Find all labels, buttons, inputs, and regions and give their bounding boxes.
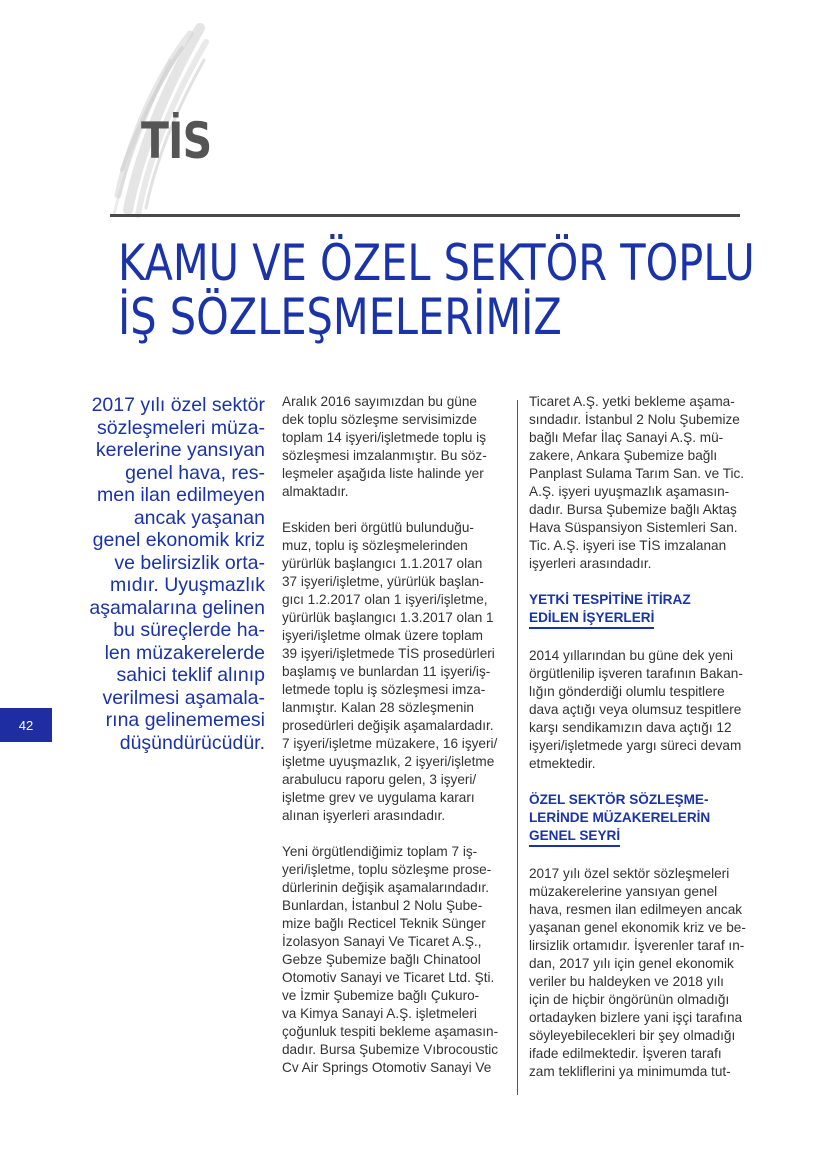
paragraph <box>529 393 754 573</box>
text-line: sözleşmesi imzalanmıştır. Bu söz- <box>282 448 487 463</box>
text-line: va Kimya Sanayi A.Ş. işletmeleri <box>282 1006 477 1021</box>
pull-quote-line: len müzakerelerde <box>104 641 265 664</box>
text-line: lanmıştır. Kalan 28 sözleşmenin <box>282 700 474 715</box>
text-line: 2014 yıllarından bu güne dek yeni <box>529 648 734 663</box>
text-line: yaşanan genel ekonomik kriz ve be- <box>529 920 746 935</box>
heading-line: ÖZEL SEKTÖR SÖZLEŞME- <box>529 792 709 807</box>
pull-quote-line: bu süreçlerde ha- <box>113 619 265 641</box>
text-line: işletme grev ve uygulama kararı <box>282 790 475 805</box>
pull-quote-line: sahici teklif alınıp <box>116 664 265 686</box>
pull-quote-line: mıdır. Uyuşmazlık <box>110 574 265 596</box>
text-line: hava, resmen ilan edilmeyen ancak <box>529 902 743 917</box>
heading-line: EDİLEN İŞYERLERİ <box>529 609 654 629</box>
text-line: veriler bu haldeyken ve 2018 yılı <box>529 974 724 989</box>
text-line: işyeri/işletmede yargı süreci devam <box>529 738 742 753</box>
text-line: işyeri/işletme olmak üzere toplam <box>282 628 483 643</box>
heading-line: LERİNDE MÜZAKERELERİN <box>529 810 711 825</box>
text-line: dek toplu sözleşme servisimizde <box>282 412 477 427</box>
text-line: 2017 yılı özel sektör sözleşmeleri <box>529 866 730 881</box>
pull-quote <box>75 394 265 754</box>
text-line: başlamış ve bunlardan 11 işyeri/iş- <box>282 664 491 679</box>
text-line: toplam 14 işyeri/işletmede toplu iş <box>282 430 486 445</box>
text-line: Yeni örgütlendiğimiz toplam 7 iş- <box>282 844 478 859</box>
paragraph <box>529 865 754 1081</box>
text-line: Aralık 2016 sayımızdan bu güne <box>282 394 477 409</box>
text-line: prosedürleri değişik aşamalardadır. <box>282 718 494 733</box>
text-line: Eskiden beri örgütlü bulunduğu- <box>282 520 474 535</box>
pull-quote-line: düşündürücüdür. <box>119 731 265 754</box>
section-heading <box>529 591 754 629</box>
title-line: İŞ SÖZLEŞMELERİMİZ <box>118 288 562 346</box>
pull-quote-line: verilmesi aşamala- <box>102 686 265 709</box>
pull-quote-line: genel hava, res- <box>125 461 265 484</box>
text-line: ifade edilmektedir. İşveren tarafı <box>529 1046 722 1061</box>
text-line: mize bağlı Recticel Teknik Sünger <box>282 916 486 931</box>
pull-quote-line: aşamalarına gelinen <box>89 596 265 619</box>
section-heading <box>529 791 754 847</box>
text-line: Hava Süspansiyon Sistemleri San. <box>529 520 738 535</box>
text-line: dadır. Bursa Şubemize Vıbrocoustic <box>282 1042 499 1057</box>
pull-quote-line: men ilan edilmeyen <box>96 484 265 506</box>
text-line: etmektedir. <box>529 756 596 771</box>
text-line: zam tekliflerini ya minimumda tut- <box>529 1064 731 1079</box>
text-line: Tic. A.Ş. işyeri ise TİS imzalanan <box>529 538 727 553</box>
text-line: söyleyebilecekleri bir şey olmadığı <box>529 1028 736 1043</box>
pull-quote-line: sözleşmeleri müza- <box>97 416 265 439</box>
text-line: İzolasyon Sanayi Ve Ticaret A.Ş., <box>282 934 482 949</box>
text-line: için de hiçbir öngörünün olmadığı <box>529 992 730 1007</box>
text-line: zakere, Ankara Şubemize bağlı <box>529 448 718 463</box>
text-line: dadır. Bursa Şubemize bağlı Aktaş <box>529 502 737 517</box>
text-line: dürlerinin değişik aşamalarındadır. <box>282 880 490 895</box>
text-line: letmede toplu iş sözleşmesi imza- <box>282 682 486 697</box>
text-line: Panplast Sulama Tarım San. ve Tic. <box>529 466 745 481</box>
paragraph <box>282 393 510 501</box>
pull-quote-line: rına gelinememesi <box>105 709 265 731</box>
text-line: karşı sendikamızın dava açtığı 12 <box>529 720 732 735</box>
text-line: 37 işyeri/işletme, yürürlük başlan- <box>282 574 484 589</box>
text-line: Ticaret A.Ş. yetki bekleme aşama- <box>529 394 735 409</box>
pull-quote-line: kerelerine yansıyan <box>95 439 265 461</box>
title-line: KAMU VE ÖZEL SEKTÖR TOPLU <box>118 234 755 292</box>
text-line: dan, 2017 yılı için genel ekonomik <box>529 956 734 971</box>
text-line: ve İzmir Şubemize bağlı Çukuro- <box>282 988 480 1003</box>
pull-quote-line: ve belirsizlik orta- <box>114 551 265 574</box>
column-divider <box>517 400 518 1095</box>
text-line: sındadır. İstanbul 2 Nolu Şubemize <box>529 412 740 427</box>
text-line: yürürlük başlangıcı 1.1.2017 olan <box>282 556 483 571</box>
text-line: muz, toplu iş sözleşmelerinden <box>282 538 468 553</box>
text-line: yeri/işletme, toplu sözleşme prose- <box>282 862 492 877</box>
text-line: gıcı 1.2.2017 olan 1 işyeri/işletme, <box>282 592 488 607</box>
paragraph <box>529 647 754 773</box>
text-column-left <box>282 393 510 1095</box>
text-line: bağlı Mefar İlaç Sanayi A.Ş. mü- <box>529 430 724 445</box>
paragraph <box>282 519 510 825</box>
text-line: ortadayken bizlere yani işçi tarafına <box>529 1010 743 1025</box>
text-line: leşmeler aşağıda liste halinde yer <box>282 466 484 481</box>
section-tag: TİS <box>141 112 212 170</box>
text-line: 39 işyeri/işletmede TİS prosedürleri <box>282 646 495 661</box>
text-line: A.Ş. işyeri uyuşmazlık aşamasın- <box>529 484 730 499</box>
header-rule <box>110 214 740 217</box>
text-line: çoğunluk tespiti bekleme aşamasın- <box>282 1024 499 1039</box>
text-line: Cv Air Springs Otomotiv Sanayi Ve <box>282 1060 492 1075</box>
heading-line: YETKİ TESPİTİNE İTİRAZ <box>529 592 691 607</box>
text-line: Gebze Şubemize bağlı Chinatool <box>282 952 481 967</box>
text-line: Otomotiv Sanayi ve Ticaret Ltd. Şti. <box>282 970 495 985</box>
text-line: alınan işyerleri arasındadır. <box>282 808 446 823</box>
text-line: yürürlük başlangıcı 1.3.2017 olan 1 <box>282 610 494 625</box>
text-line: işyerleri arasındadır. <box>529 556 652 571</box>
text-line: örgütlenilip işveren tarafının Bakan- <box>529 666 743 681</box>
pull-quote-line: genel ekonomik kriz <box>92 529 265 551</box>
text-line: arabulucu raporu gelen, 3 işyeri/ <box>282 772 477 787</box>
pull-quote-line: ancak yaşanan <box>133 506 265 529</box>
text-line: lığın gönderdiği olumlu tespitlere <box>529 684 725 699</box>
page-title <box>118 236 755 344</box>
pull-quote-line: 2017 yılı özel sektör <box>91 394 265 416</box>
text-line: Bunlardan, İstanbul 2 Nolu Şube- <box>282 898 483 913</box>
paragraph <box>282 843 510 1077</box>
text-line: işletme uyuşmazlık, 2 işyeri/işletme <box>282 754 495 769</box>
text-line: dava açtığı veya olumsuz tespitlere <box>529 702 742 717</box>
text-line: 7 işyeri/işletme müzakere, 16 işyeri/ <box>282 736 498 751</box>
text-column-right <box>529 393 754 1099</box>
heading-line: GENEL SEYRİ <box>529 827 620 847</box>
page-number: 42 <box>0 708 52 742</box>
text-line: lirsizlik ortamıdır. İşverenler taraf ın- <box>529 938 745 953</box>
text-line: almaktadır. <box>282 484 349 499</box>
text-line: müzakerelerine yansıyan genel <box>529 884 718 899</box>
